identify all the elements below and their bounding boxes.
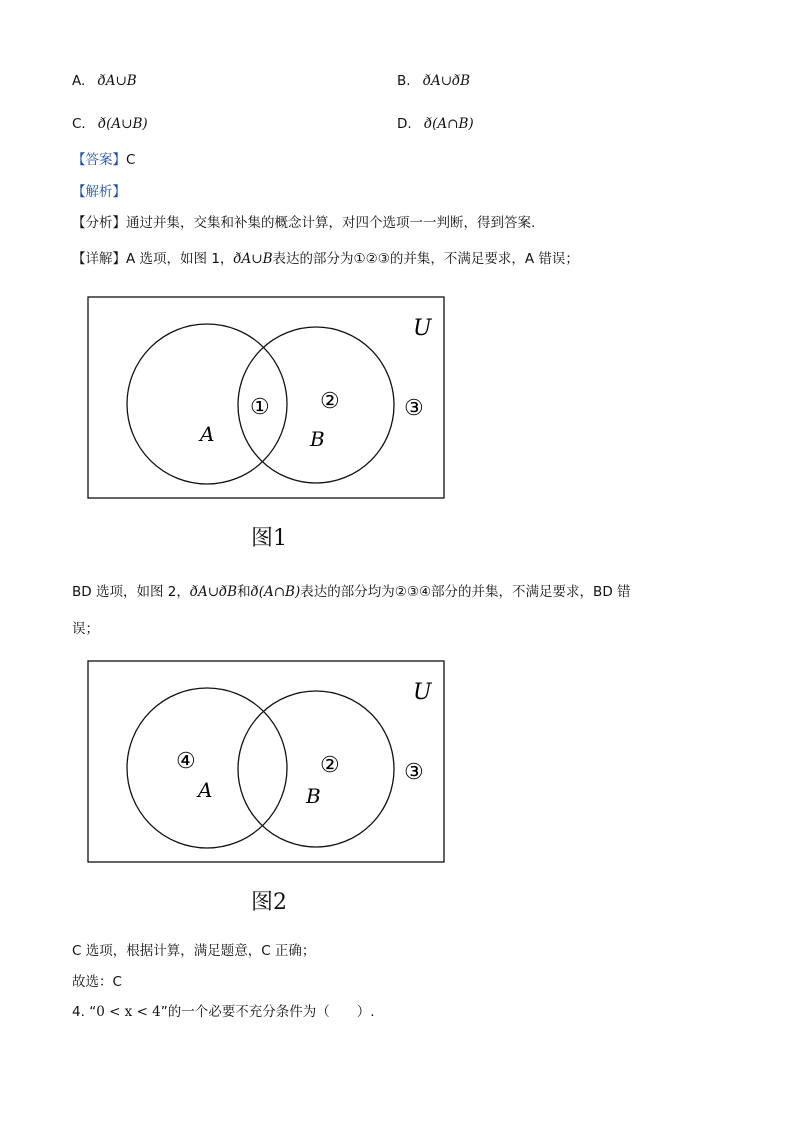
detail-text-c: 的并集，不满足要求，A 错误； — [389, 251, 579, 267]
set-a-label: A — [200, 422, 215, 446]
c-option-line — [72, 942, 315, 960]
analysis-tag: 【解析】 — [72, 184, 126, 200]
q4-quote-open: “ — [89, 1004, 97, 1020]
option-d-expr: ð(A∩B) — [423, 116, 474, 132]
option-a-expr: ðA∪B — [97, 73, 137, 89]
region-2-label: ② — [320, 389, 340, 414]
bd-expr2: ð(A∩B) — [250, 584, 301, 600]
region-2-label: ② — [320, 753, 340, 778]
region-1-label: ① — [250, 395, 270, 420]
choose-text: 故选：C — [72, 974, 122, 990]
option-a-letter: A. — [72, 73, 86, 89]
q4-number: 4. — [72, 1004, 85, 1020]
detail-expr: ðA∪B — [233, 251, 273, 267]
q4-math: 0 < x < 4 — [96, 1004, 161, 1020]
detail-tag: 【详解】 — [72, 251, 126, 267]
figure-2-caption: 图2 — [251, 890, 287, 915]
universe-label: U — [413, 680, 432, 705]
q4-text: ”的一个必要不充分条件为（ ）. — [160, 1004, 375, 1020]
answer-value: C — [126, 152, 136, 168]
option-c-expr: ð(A∪B) — [98, 116, 148, 132]
detail-regions: ①②③ — [353, 251, 390, 267]
answer-tag: 【答案】 — [72, 152, 126, 168]
bd-regions: ②③④ — [394, 584, 432, 600]
detail-text-b: 表达的部分为 — [272, 251, 354, 267]
bd-text-a: BD 选项，如图 2， — [72, 584, 190, 600]
bd-text-c: 部分的并集，不满足要求，BD 错 — [431, 584, 631, 600]
detail-text-a: A 选项，如图 1， — [126, 251, 234, 267]
universe-label: U — [413, 316, 432, 341]
c-option-text: C 选项，根据计算，满足题意，C 正确； — [72, 943, 316, 959]
fenxi-text: 通过并集，交集和补集的概念计算，对四个选项一一判断，得到答案. — [126, 215, 536, 231]
question-4 — [72, 1003, 375, 1021]
region-3-label: ③ — [404, 396, 424, 421]
set-b-label: B — [306, 784, 321, 808]
bd-and: 和 — [237, 584, 251, 600]
fenxi-tag: 【分析】 — [72, 215, 126, 231]
set-a-label: A — [198, 778, 213, 802]
universe-rect — [88, 661, 444, 862]
figure-1-caption: 图1 — [251, 526, 287, 551]
set-b-label: B — [310, 427, 325, 451]
bd-text-b: 表达的部分均为 — [300, 584, 395, 600]
option-b-letter: B. — [397, 73, 411, 89]
option-d-letter: D. — [397, 116, 412, 132]
set-b-circle — [238, 691, 394, 847]
bd-line2-text: 误； — [72, 621, 99, 637]
region-4-label: ④ — [176, 749, 196, 774]
option-c-letter: C. — [72, 116, 86, 132]
option-b-expr: ðA∪ðB — [422, 73, 471, 89]
bd-expr1: ðA∪ðB — [189, 584, 238, 600]
choose-line — [72, 973, 122, 991]
region-3-label: ③ — [404, 760, 424, 785]
